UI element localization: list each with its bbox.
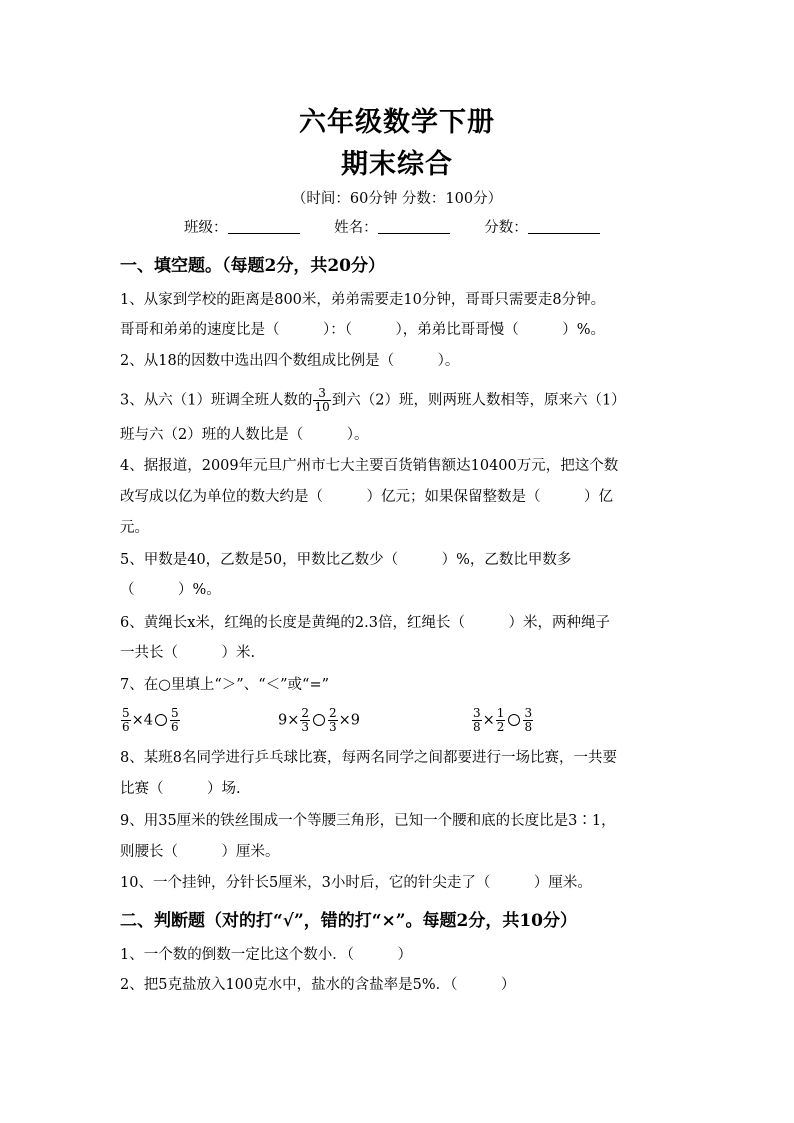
question-line: 2、把5克盐放入100克水中，盐水的含盐率是5%．（ ） [120, 977, 516, 993]
fraction-3-10: $\frac{3}{10}$ [314, 386, 330, 414]
section-2-heading: 二、判断题（对的打“√”，错的打“×”。每题2分，共10分） [120, 911, 578, 931]
question-line: 6、黄绳长x米，红绳的长度是黄绳的2.3倍，红绳长（ ）米，两种绳子 [120, 615, 610, 631]
question-line: 元。 [120, 520, 149, 536]
class-label: 班级： [184, 220, 228, 236]
question-line: 改写成以亿为单位的数大约是（ ）亿元；如果保留整数是（ ）亿 [120, 489, 613, 505]
score-field[interactable] [528, 219, 600, 234]
question-line: 哥哥和弟弟的速度比是（ ）：（ ），弟弟比哥哥慢（ ）%。 [120, 322, 606, 338]
question-line: 9、用35厘米的铁丝围成一个等腰三角形，已知一个腰和底的长度比是3∶1， [120, 813, 616, 829]
answer-circle[interactable] [155, 714, 167, 726]
question-line: 则腰长（ ）厘米。 [120, 844, 280, 860]
question-line: 1、一个数的倒数一定比这个数小．（ ） [120, 947, 412, 963]
question-line-3 [120, 387, 626, 414]
question-line: 比赛（ ）场. [120, 781, 241, 797]
question-text: 3、从六（1）班调全班人数的 [120, 392, 313, 409]
question-line: 8、某班8名同学进行乒乓球比赛，每两名同学之间都要进行一场比赛，一共要 [120, 750, 617, 766]
question-line: 4、据报道，2009年元旦广州市七大主要百货销售额达10400万元，把这个数 [120, 458, 619, 474]
exam-meta: （时间：60分钟 分数：100分） [291, 191, 503, 207]
answer-circle[interactable] [508, 714, 520, 726]
question-line: 10、一个挂钟，分针长5厘米，3小时后，它的针尖走了（ ）厘米。 [120, 875, 592, 891]
name-field[interactable] [378, 219, 450, 234]
score-label: 分数： [484, 220, 528, 236]
answer-circle[interactable] [313, 714, 325, 726]
compare-a: $\frac{5}{6}$ ×4 $\frac{5}{6}$ [122, 706, 179, 734]
student-info [184, 216, 630, 237]
question-line: 1、从家到学校的距离是800米，弟弟需要走10分钟，哥哥只需要走8分钟。 [120, 292, 606, 308]
question-line: 5、甲数是40，乙数是50，甲数比乙数少（ ）%，乙数比甲数多 [120, 552, 572, 568]
question-line: 班与六（2）班的人数比是（ ）。 [120, 427, 369, 443]
question-line: （ ）%。 [120, 582, 221, 598]
compare-b: 9× $\frac{2}{3}$ $\frac{2}{3}$ ×9 [278, 706, 361, 734]
question-line: 7、在○里填上“＞”、“＜”或“=” [120, 677, 330, 693]
question-text: 到六（2）班，则两班人数相等，原来六（1） [331, 392, 626, 409]
compare-c: $\frac{3}{8}$ × $\frac{1}{2}$ $\frac{3}{8}$ [473, 706, 533, 734]
name-label: 姓名： [334, 220, 378, 236]
page-subtitle: 期末综合 [341, 149, 453, 180]
page-title: 六年级数学下册 [299, 107, 495, 138]
question-line: 一共长（ ）米. [120, 645, 256, 661]
question-line: 2、从18的因数中选出四个数组成比例是（ ）。 [120, 353, 460, 369]
section-1-heading: 一、填空题。（每题2分，共20分） [120, 256, 385, 276]
class-field[interactable] [228, 219, 300, 234]
